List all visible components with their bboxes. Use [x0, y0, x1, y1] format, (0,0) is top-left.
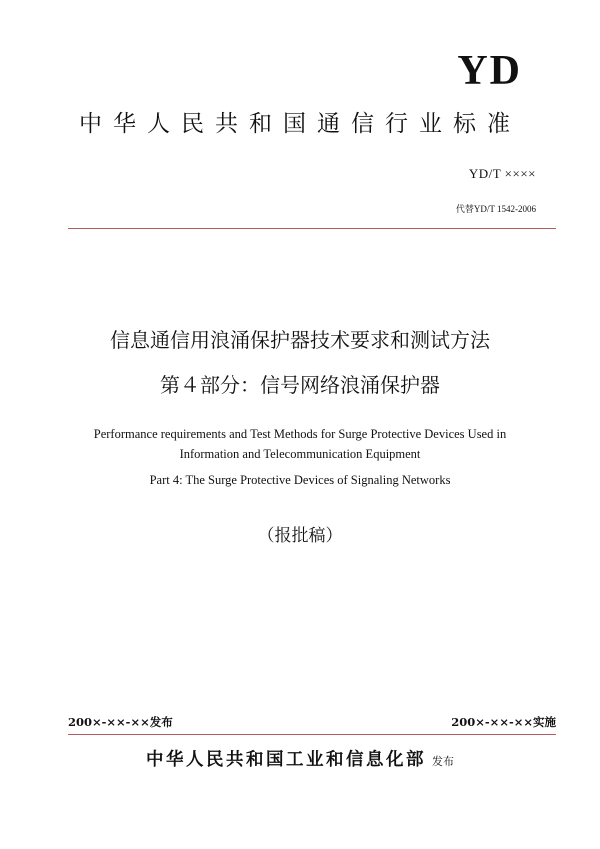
english-title-line-3: Part 4: The Surge Protective Devices of Signaling Networks [149, 473, 451, 487]
english-title-line-2: Information and Telecommunication Equipment [179, 447, 421, 461]
issued-label: 发布 [432, 755, 454, 768]
chinese-title-line-2: 第４部分：信号网络浪涌保护器 [160, 373, 440, 397]
top-divider [68, 228, 556, 229]
standard-title: 中华人民共和国通信行业标准 [79, 111, 521, 137]
yd-logo: YD [457, 48, 522, 94]
replaces-note: 代替YD/T 1542-2006 [455, 204, 536, 214]
standard-number: YD/T ×××× [468, 166, 536, 181]
english-title-line-1: Performance requirements and Test Methods for Surge Protective Devices Used in [93, 427, 507, 441]
issuing-authority: 中华人民共和国工业和信息化部 [146, 750, 426, 770]
publish-date: 200×-××-××发布 [68, 715, 173, 729]
issuer-line [0, 752, 600, 770]
bottom-divider [68, 734, 556, 735]
implement-date: 200×-××-××实施 [451, 715, 556, 729]
draft-status: （报批稿） [257, 526, 343, 546]
chinese-title-line-1: 信息通信用浪涌保护器技术要求和测试方法 [110, 328, 490, 352]
